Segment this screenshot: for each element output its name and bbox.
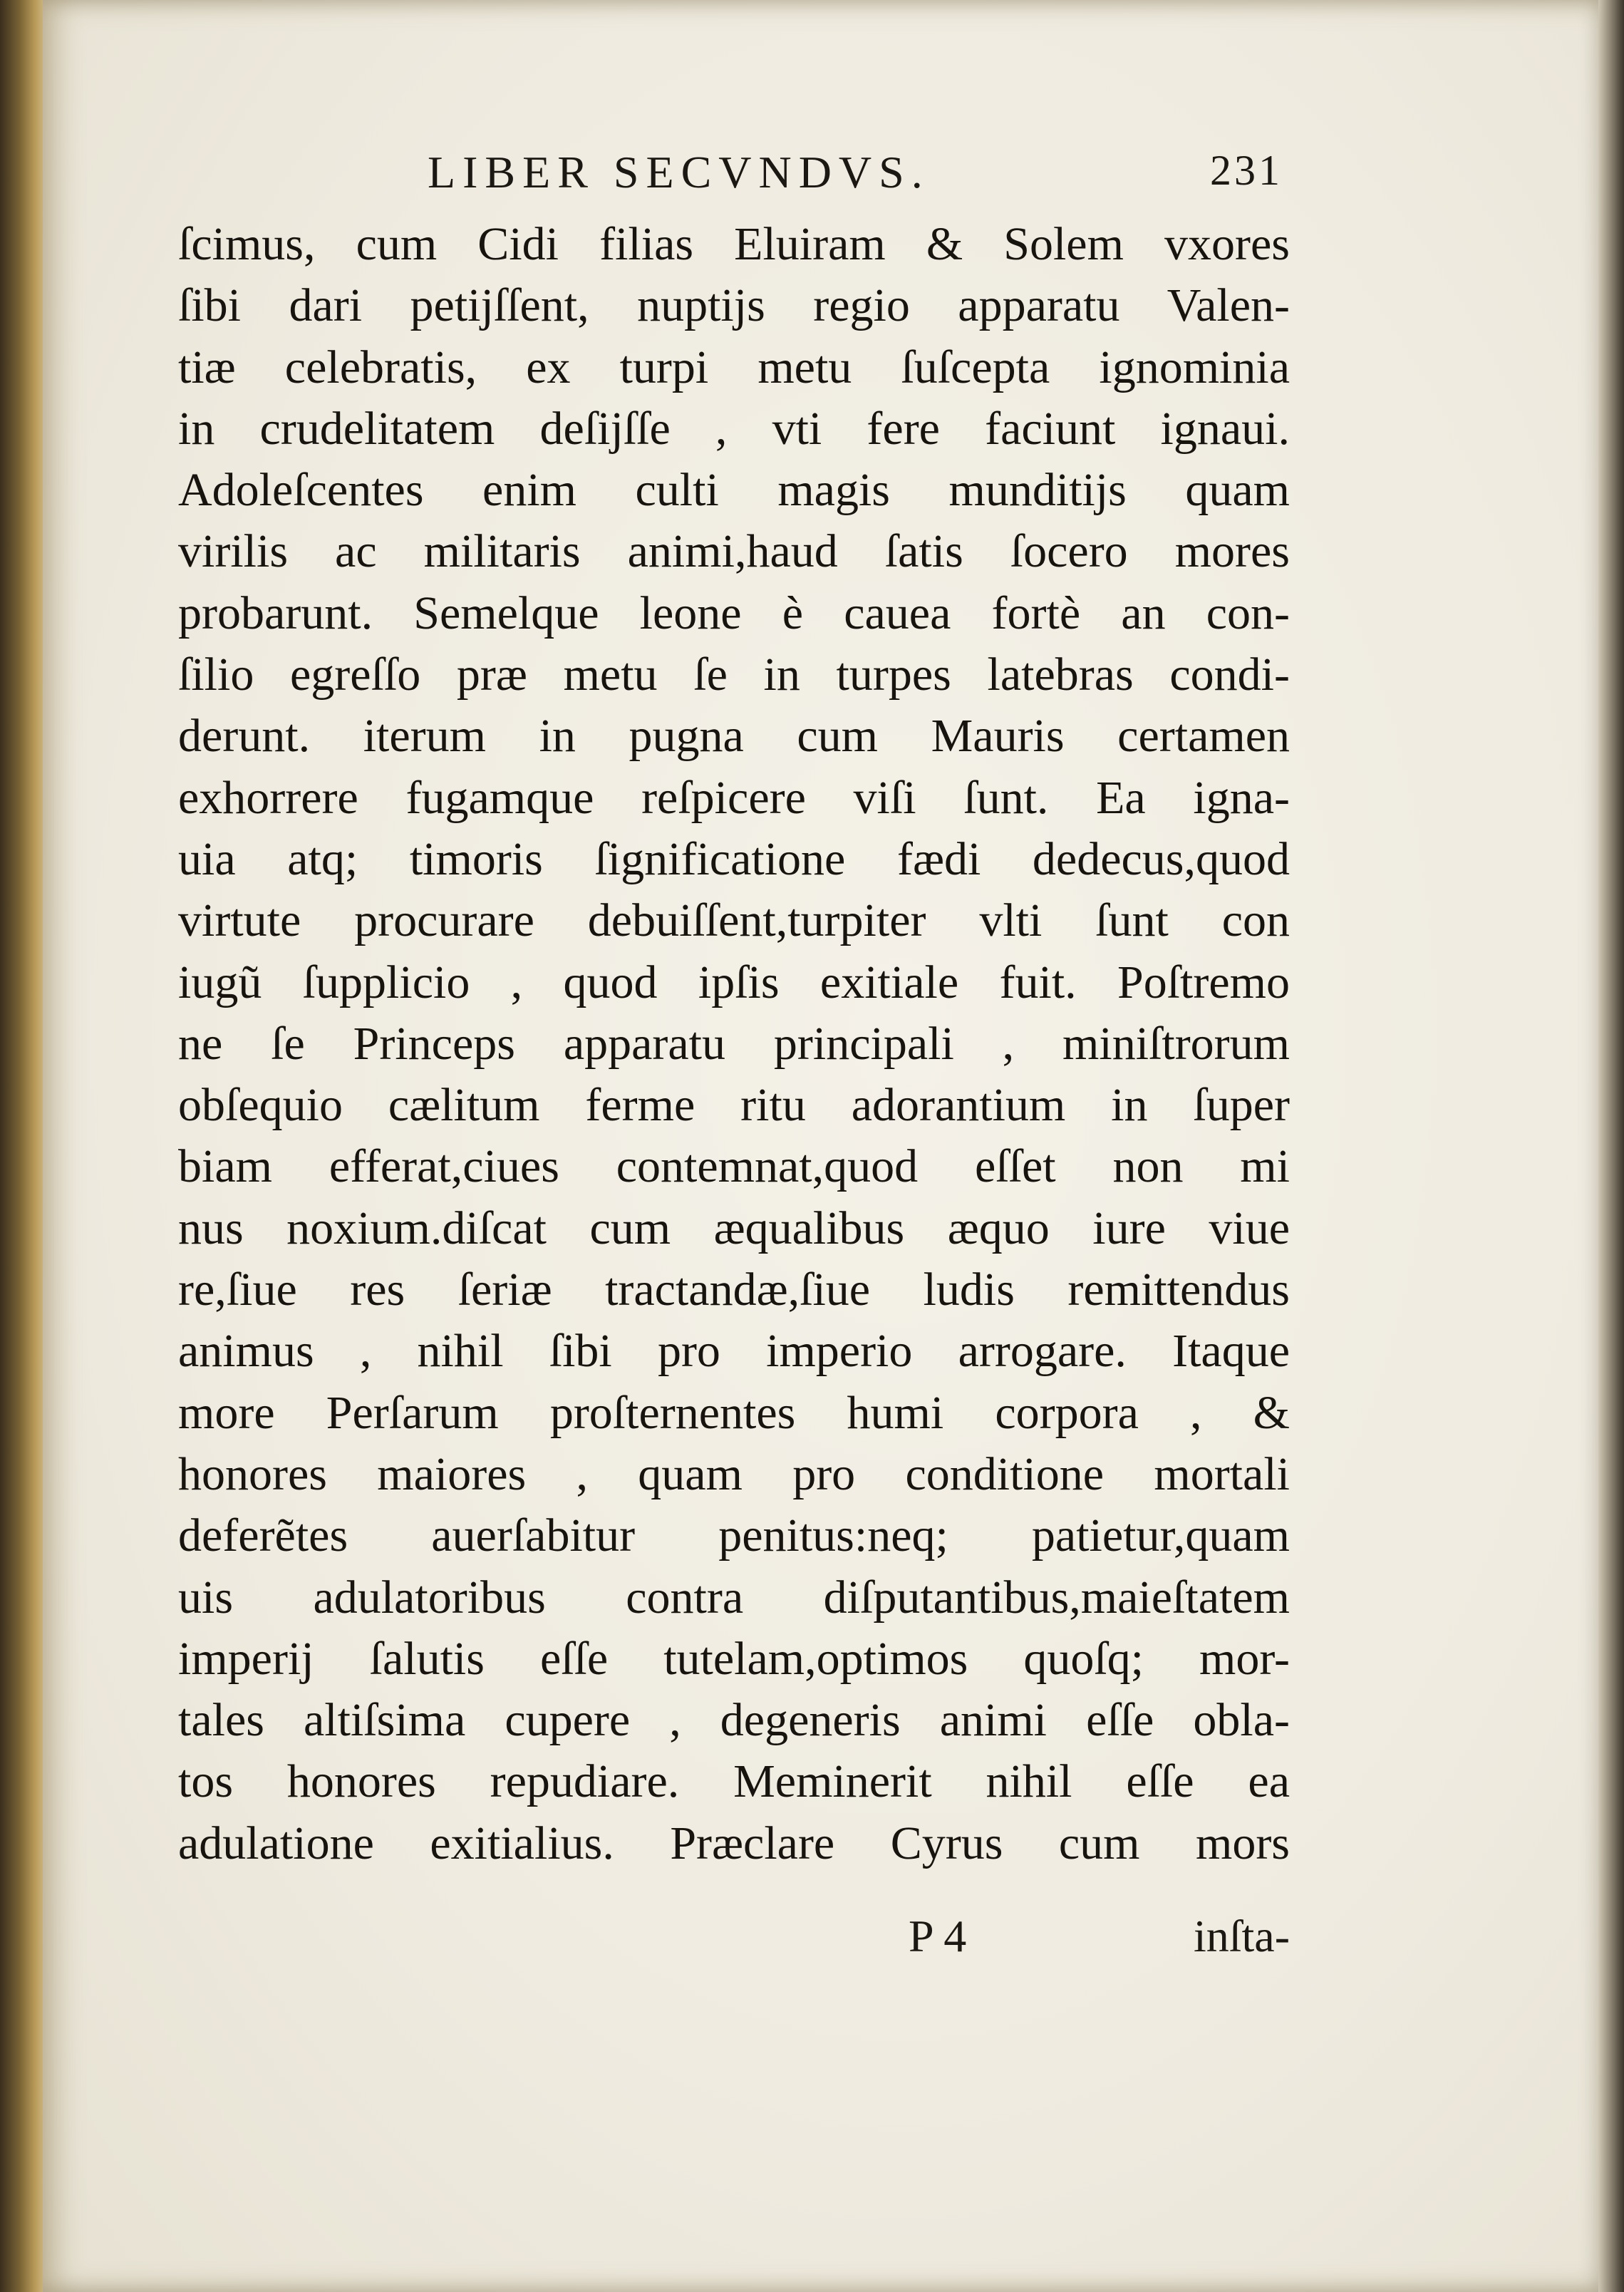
text-line: obſequio cælitum ferme ritu adorantium in ſuper	[178, 1079, 1290, 1132]
text-line: ſibi dari petijſſent, nuptijs regio apparatu Valen-	[178, 279, 1290, 332]
text-line: virilis ac militaris animi,haud ſatis ſocero mores	[178, 525, 1290, 578]
running-head: LIBER SECVNDVS.	[428, 147, 930, 197]
text-line: Adoleſcentes enim culti magis munditijs quam	[178, 464, 1290, 517]
page-right-edge	[1598, 0, 1624, 2292]
text-line: imperij ſalutis eſſe tutelam,optimos quoſq; mor-	[178, 1632, 1290, 1685]
page-header	[428, 146, 1283, 203]
text-line: virtute procurare debuiſſent,turpiter vlti ſunt con	[178, 894, 1290, 947]
catchword: inſta-	[1193, 1911, 1290, 1961]
text-line: more Perſarum proſternentes humi corpora , &	[178, 1386, 1290, 1439]
text-line: adulatione exitialius. Præclare Cyrus cum mors	[178, 1817, 1290, 1869]
text-line: ne ſe Princeps apparatu principali , miniſtrorum	[178, 1017, 1290, 1070]
text-line: derunt. iterum in pugna cum Mauris certamen	[178, 710, 1290, 763]
text-line: honores maiores , quam pro conditione mortali	[178, 1447, 1290, 1500]
text-line: in crudelitatem deſijſſe , vti fere faciunt ignaui.	[178, 402, 1290, 455]
text-line: ſilio egreſſo præ metu ſe in turpes latebras condi-	[178, 649, 1290, 701]
text-line: tos honores repudiare. Meminerit nihil eſſe ea	[178, 1755, 1290, 1808]
text-line: iugũ ſupplicio , quod ipſis exitiale fuit. Poſtremo	[178, 956, 1290, 1008]
body-text	[178, 214, 1290, 1874]
text-line: re,ſiue res ſeriæ tractandæ,ſiue ludis remittendus	[178, 1264, 1290, 1316]
page-footer	[178, 1910, 1290, 1967]
text-line: uia atq; timoris ſignificatione fædi dedecus,quod	[178, 832, 1290, 885]
text-line: animus , nihil ſibi pro imperio arrogare. Itaque	[178, 1325, 1290, 1378]
text-line: nus noxium.diſcat cum æqualibus æquo iure viue	[178, 1202, 1290, 1254]
text-line: tiæ celebratis, ex turpi metu ſuſcepta ignominia	[178, 341, 1290, 393]
text-line: probarunt. Semelque leone è cauea fortè an con-	[178, 587, 1290, 639]
page-number: 231	[1210, 147, 1283, 194]
text-line: deferẽtes auerſabitur penitus:neq; patietur,quam	[178, 1509, 1290, 1562]
signature-mark: P 4	[909, 1911, 967, 1961]
text-line: biam efferat,ciues contemnat,quod eſſet non mi	[178, 1140, 1290, 1193]
text-line: exhorrere fugamque reſpicere viſi ſunt. Ea igna-	[178, 771, 1290, 824]
text-line: ſcimus, cum Cidi filias Eluiram & Solem vxores	[178, 218, 1290, 270]
text-line: tales altiſsima cupere , degeneris animi eſſe obla-	[178, 1694, 1290, 1747]
text-line: uis adulatoribus contra diſputantibus,maieſtatem	[178, 1571, 1290, 1624]
